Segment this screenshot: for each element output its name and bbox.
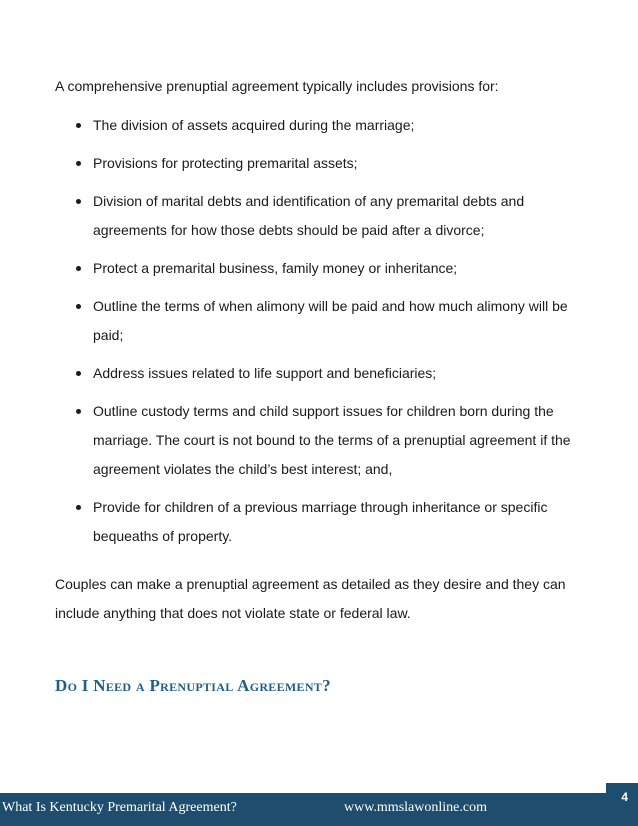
list-item <box>55 111 585 140</box>
list-item-text: Outline custody terms and child support issues for children born during the marriage. The court is not bound to the terms of a prenuptial agreement if the agreement violates the child’s best interest; and, <box>93 403 571 477</box>
bullet-icon <box>76 409 81 414</box>
page-number: 4 <box>621 790 628 804</box>
list-item-text: Provisions for protecting premarital assets; <box>93 155 358 171</box>
list-item <box>55 359 585 388</box>
footer-url-link[interactable]: www.mmslawonline.com <box>344 800 487 815</box>
page-footer <box>0 783 638 826</box>
list-item <box>55 292 585 350</box>
list-item <box>55 254 585 283</box>
footer-title: What Is Kentucky Premarital Agreement? <box>2 800 237 815</box>
list-item <box>55 397 585 484</box>
bullet-icon <box>76 505 81 510</box>
list-item-text: Division of marital debts and identification of any premarital debts and agreements for how those debts should be paid after a divorce; <box>93 193 525 238</box>
bullet-icon <box>76 371 81 376</box>
bullet-icon <box>76 304 81 309</box>
list-item-text: Address issues related to life support and beneficiaries; <box>93 365 437 381</box>
bullet-icon <box>76 161 81 166</box>
list-item-text: Outline the terms of when alimony will be paid and how much alimony will be paid; <box>93 298 568 343</box>
list-item-text: Protect a premarital business, family money or inheritance; <box>93 260 458 276</box>
provisions-list <box>55 111 585 560</box>
list-item-text: The division of assets acquired during the marriage; <box>93 117 415 133</box>
list-item <box>55 493 585 551</box>
list-item <box>55 187 585 245</box>
list-item-text: Provide for children of a previous marriage through inheritance or specific bequeaths of property. <box>93 499 548 544</box>
bullet-icon <box>76 266 81 271</box>
intro-text: A comprehensive prenuptial agreement typically includes provisions for: <box>55 78 499 94</box>
body-paragraph: Couples can make a prenuptial agreement as detailed as they desire and they can include anything that does not violate state or federal law. <box>55 576 566 621</box>
bullet-icon <box>76 123 81 128</box>
bullet-icon <box>76 199 81 204</box>
section-heading: Do I Need a Prenuptial Agreement? <box>55 676 331 695</box>
list-item <box>55 149 585 178</box>
